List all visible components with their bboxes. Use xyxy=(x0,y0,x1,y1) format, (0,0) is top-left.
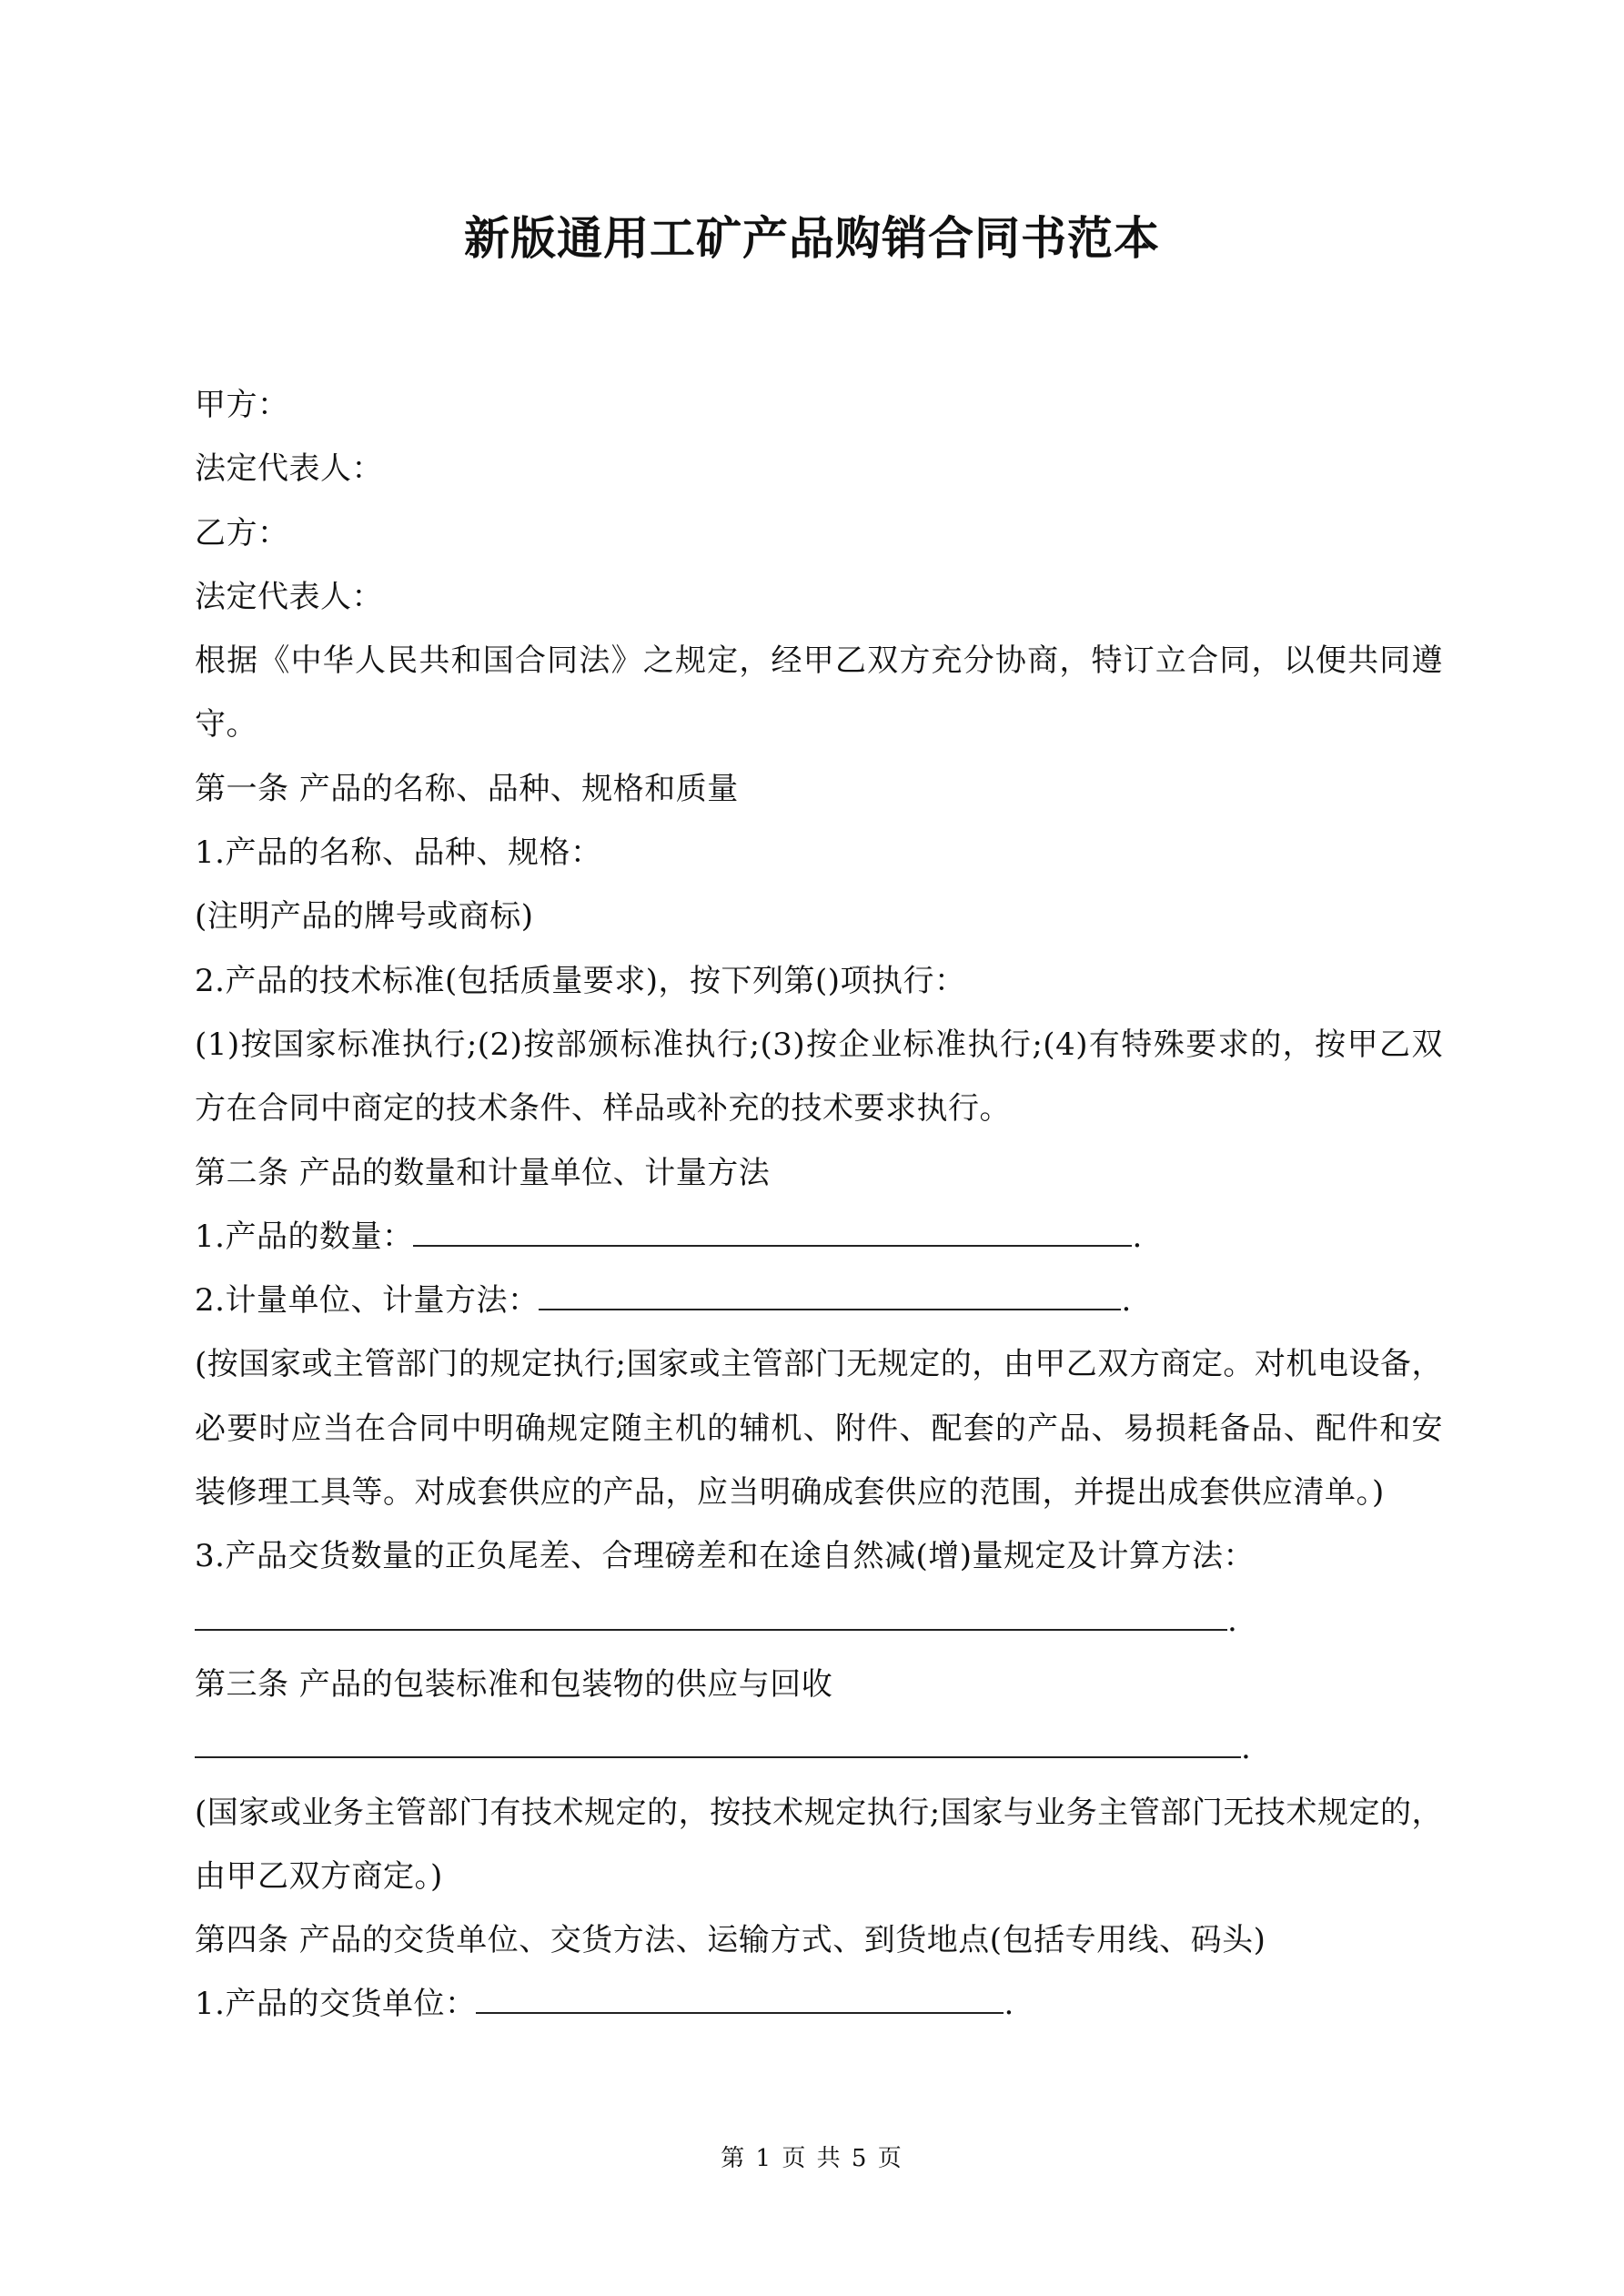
article-2-item-3: 3.产品交货数量的正负尾差、合理磅差和在途自然减(增)量规定及计算方法： xyxy=(195,1538,1255,1575)
blank-period: . xyxy=(1004,1986,1014,2023)
quantity-label: 1.产品的数量： xyxy=(195,1218,414,1255)
delivery-unit-label: 1.产品的交货单位： xyxy=(195,1986,477,2023)
article-1-item-2: 2.产品的技术标准(包括质量要求)，按下列第()项执行： xyxy=(195,962,966,999)
packaging-blank-row xyxy=(195,1716,1443,1780)
blank-period: . xyxy=(1241,1730,1252,1767)
article-3-heading: 第三条 产品的包装标准和包装物的供应与回收 xyxy=(195,1665,833,1703)
party-a-label: 甲方： xyxy=(195,387,289,423)
measurement-label: 2.计量单位、计量方法： xyxy=(195,1282,540,1320)
article-4-heading: 第四条 产品的交货单位、交货方法、运输方式、到货地点(包括专用线、码头) xyxy=(195,1922,1266,1959)
article-1-item-1: 1.产品的名称、品种、规格： xyxy=(195,834,602,872)
measurement-blank-line xyxy=(539,1285,1121,1310)
article-2-heading: 第二条 产品的数量和计量单位、计量方法 xyxy=(195,1154,771,1191)
blank-period: . xyxy=(1227,1602,1238,1639)
packaging-blank-line xyxy=(195,1725,1241,1758)
party-b-representative-label: 法定代表人： xyxy=(195,578,383,615)
preamble-paragraph: 根据《中华人民共和国合同法》之规定，经甲乙双方充分协商，特订立合同，以便共同遵守。 xyxy=(195,642,1443,743)
blank-period: . xyxy=(1121,1282,1132,1320)
article-2-item-1 xyxy=(195,1205,1443,1269)
tolerance-blank-line xyxy=(195,1598,1227,1631)
document-title: 新版通用工矿产品购销合同书范本 xyxy=(464,212,1160,265)
blank-period: . xyxy=(1132,1218,1143,1255)
quantity-blank-line xyxy=(413,1221,1132,1247)
delivery-unit-blank-line xyxy=(476,1988,1004,2014)
party-a-representative-label: 法定代表人： xyxy=(195,450,383,488)
article-4-item-1 xyxy=(195,1972,1443,2036)
article-2-item-2 xyxy=(195,1269,1443,1332)
document-body xyxy=(195,373,1443,2037)
tolerance-blank-row xyxy=(195,1589,1443,1653)
article-3-note-paragraph: (国家或业务主管部门有技术规定的，按技术规定执行;国家与业务主管部门无技术规定的，由甲乙双方商定。) xyxy=(195,1794,1443,1895)
page-number-footer: 第 1 页 共 5 页 xyxy=(721,2145,903,2172)
party-b-label: 乙方： xyxy=(195,514,289,551)
article-1-heading: 第一条 产品的名称、品种、规格和质量 xyxy=(195,770,739,807)
standards-paragraph: (1)按国家标准执行;(2)按部颁标准执行;(3)按企业标准执行;(4)有特殊要求的，按甲乙双方在合同中商定的技术条件、样品或补充的技术要求执行。 xyxy=(195,1026,1443,1128)
article-2-note-paragraph: (按国家或主管部门的规定执行;国家或主管部门无规定的，由甲乙双方商定。对机电设备，必要时应当在合同中明确规定随主机的辅机、附件、配套的产品、易损耗备品、配件和安装修理工具等。对成套供应的产品，应当明确成套供应的范围，并提出成套供应清单。) xyxy=(195,1346,1443,1512)
article-1-note: (注明产品的牌号或商标) xyxy=(195,898,534,936)
